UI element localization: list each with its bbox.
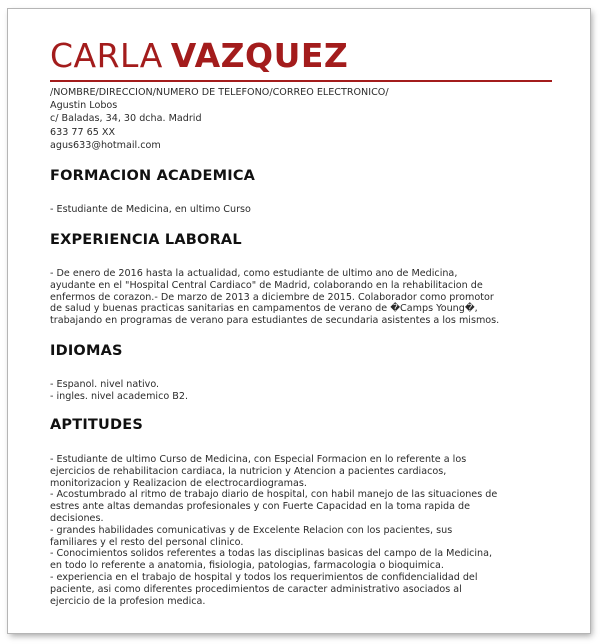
aptitudes-line: - experiencia en el trabajo de hospital y todos los requerimientos de confidencialidad del [50,571,478,583]
experiencia-line: de salud y buenas practicas sanitarias en campamentos de verano de �Camps Young�, [50,303,478,315]
contact-address: c/ Baladas, 34, 30 dcha. Madrid [50,113,202,125]
section-experiencia [50,231,550,327]
aptitudes-line: - grandes habilidades comunicativas y de Excelente Relacion con los pacientes, sus [50,524,453,536]
aptitudes-line: ejercicios de rehabilitacion cardiaca, la nutricion y Atencion a pacientes cardiacos, [50,465,447,477]
resume-page [8,9,590,633]
aptitudes-line: monitorizacion y Realizacion de electrocardiogramas. [50,477,307,489]
candidate-name [50,36,560,76]
section-body-formacion [50,204,550,216]
first-name: CARLA [50,36,163,75]
contact-block [50,86,560,152]
section-body-experiencia [50,268,550,327]
aptitudes-line: - Estudiante de ultimo Curso de Medicina, con Especial Formacion en lo referente a los [50,454,467,465]
aptitudes-line: decisiones. [50,512,104,524]
aptitudes-line: familiares y el resto del personal clinico. [50,536,244,548]
experiencia-line: - De enero de 2016 hasta la actualidad, como estudiante de ultimo ano de Medicina, [50,268,458,279]
contact-email: agus633@hotmail.com [50,139,161,151]
experiencia-line: trabajando en programas de verano para estudiantes de secundaria asistentes a los mismos. [50,315,500,327]
aptitudes-line: - Conocimientos solidos referentes a todas las disciplinas basicas del campo de la Medicina, [50,548,493,560]
last-name: VAZQUEZ [170,36,349,75]
aptitudes-line: ejercicio de la profesion medica. [50,595,206,607]
section-formacion [50,167,550,216]
experiencia-line: enfermos de corazon.- De marzo de 2013 a diciembre de 2015. Colaborador como promotor [50,291,494,303]
section-aptitudes [50,416,550,607]
idiomas-line: - ingles. nivel academico B2. [50,390,189,402]
aptitudes-line: paciente, asi como diferentes procedimientos de caracter administrativo asociados al [50,583,462,595]
aptitudes-line: en todo lo referente a anatomia, fisiologia, patologias, farmacologia o bioquimica. [50,560,444,572]
idiomas-line: - Espanol. nivel nativo. [50,379,160,390]
aptitudes-line: - Acostumbrado al ritmo de trabajo diario de hospital, con habil manejo de las situaciones de [50,489,498,501]
resume-content [50,36,560,607]
contact-name: Agustin Lobos [50,100,118,112]
section-title-aptitudes: APTITUDES [50,417,143,433]
section-body-aptitudes [50,454,550,607]
contact-phone: 633 77 65 XX [50,126,116,138]
contact-fields-label: /NOMBRE/DIRECCION/NUMERO DE TELEFONO/CORREO ELECTRONICO/ [50,87,389,98]
section-title-experiencia: EXPERIENCIA LABORAL [50,232,242,248]
aptitudes-line: estres ante altas demandas profesionales y con Fuerte Capacidad en la toma rapida de [50,501,470,513]
name-divider [50,80,552,82]
section-title-idiomas: IDIOMAS [50,343,123,359]
formacion-line: - Estudiante de Medicina, en ultimo Curso [50,204,251,215]
experiencia-line: ayudante en el "Hospital Central Cardiaco" de Madrid, colaborando en la rehabilitacion de [50,279,483,291]
section-idiomas [50,342,550,403]
section-title-formacion: FORMACION ACADEMICA [50,168,256,184]
section-body-idiomas [50,379,550,403]
